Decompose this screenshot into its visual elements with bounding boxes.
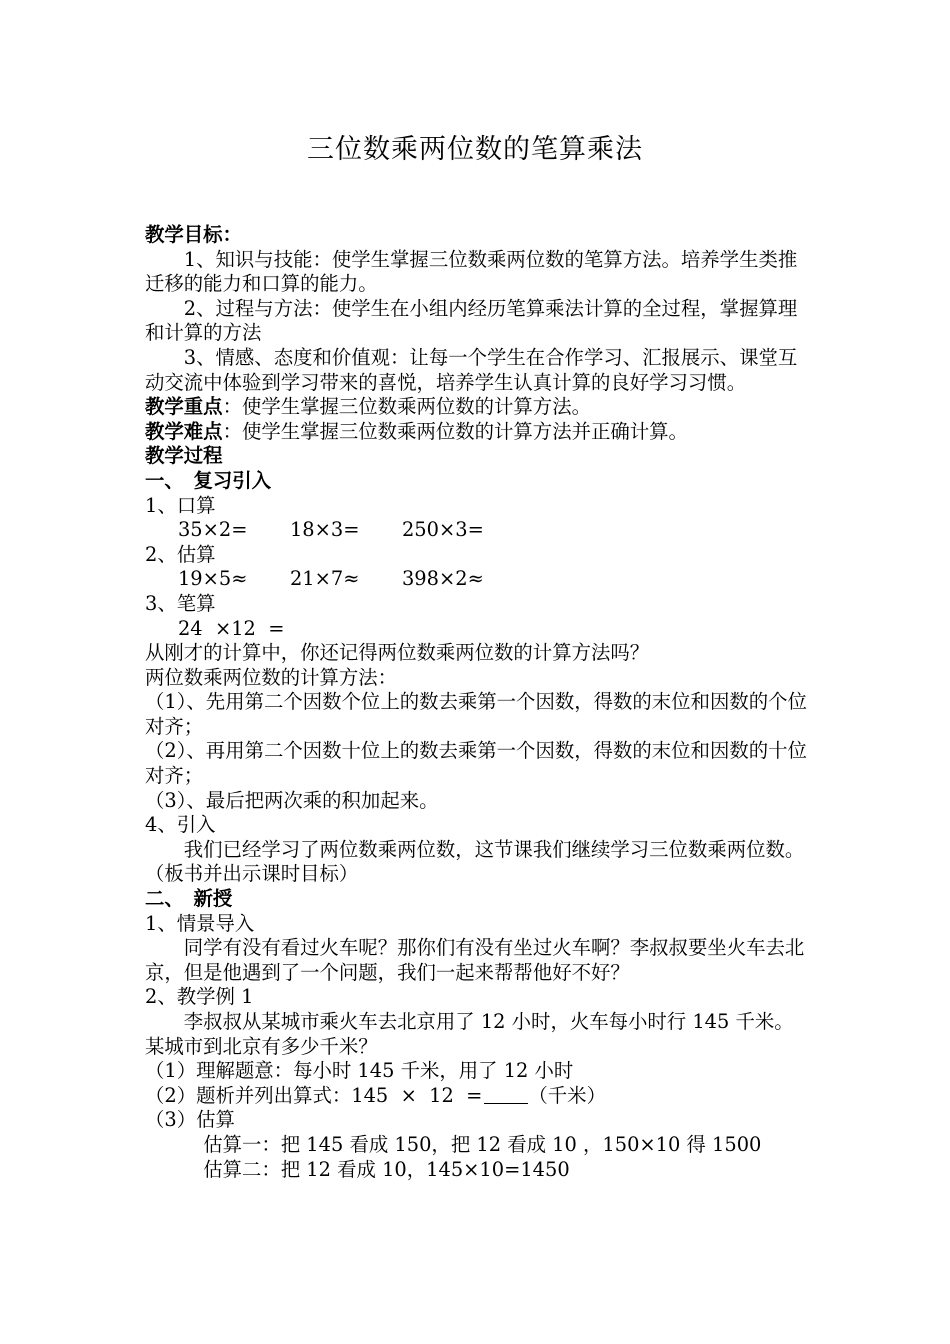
method-title: 两位数乘两位数的计算方法： xyxy=(145,665,398,689)
example-text: 李叔叔从某城市乘火车去北京用了 12 小时，火车每小时行 145 千米。某城市到北京有多少千米？ xyxy=(145,1010,794,1058)
key-point-text: ：使学生掌握三位数乘两位数的计算方法。 xyxy=(222,395,591,419)
oral-label: 1、口算 xyxy=(145,493,216,517)
scene-text: 同学有没有看过火车呢？那你们有没有坐过火车啊？李叔叔要坐火车去北京，但是他遇到了一个问题，我们一起来帮帮他好不好？ xyxy=(145,936,805,984)
method-step-1: （1）、先用第二个因数个位上的数去乘第一个因数，得数的末位和因数的个位对齐； xyxy=(145,690,807,738)
estimate-problem-1: 19×5≈ xyxy=(177,567,248,591)
estimate-method-2: 估算二：把 12 看成 10，145×10=1450 xyxy=(203,1157,570,1181)
understand-step: （1）理解题意：每小时 145 千米，用了 12 小时 xyxy=(145,1059,574,1083)
estimate-problem-2: 21×7≈ xyxy=(289,567,360,591)
scene-label: 1、情景导入 xyxy=(145,911,255,935)
key-point xyxy=(145,395,810,420)
method-step-3: （3）、最后把两次乘的积加起来。 xyxy=(145,788,439,812)
key-point-label: 教学重点 xyxy=(145,395,223,419)
section1-heading: 一、 复习引入 xyxy=(145,468,272,492)
objective-1: 1、知识与技能：使学生掌握三位数乘两位数的笔算方法。培养学生类推迁移的能力和口算的能力。 xyxy=(145,247,798,296)
document-body xyxy=(145,223,810,1182)
oral-problem-1: 35×2= xyxy=(177,518,248,542)
formula-suffix: （千米） xyxy=(528,1083,606,1107)
process-heading: 教学过程 xyxy=(145,444,223,468)
difficulty xyxy=(145,420,810,445)
estimate-problem-3: 398×2≈ xyxy=(401,567,484,591)
objective-2: 2、过程与方法：使学生在小组内经历笔算乘法计算的全过程，掌握算理和计算的方法 xyxy=(145,296,798,345)
oral-problem-3: 250×3= xyxy=(401,518,484,542)
oral-problem-2: 18×3= xyxy=(289,518,360,542)
written-problem: 24 ×12 = xyxy=(177,616,285,640)
answer-blank xyxy=(484,1085,528,1104)
intro-text: 我们已经学习了两位数乘两位数，这节课我们继续学习三位数乘两位数。（板书并出示课时目标） xyxy=(145,837,805,886)
difficulty-text: ：使学生掌握三位数乘两位数的计算方法并正确计算。 xyxy=(222,419,688,443)
estimate-problems xyxy=(145,567,810,592)
estimate-step-label: （3）估算 xyxy=(145,1108,235,1132)
review-question: 从刚才的计算中，你还记得两位数乘两位数的计算方法吗？ xyxy=(145,641,650,665)
written-label: 3、笔算 xyxy=(145,591,216,615)
formula-prefix: （2）题析并列出算式：145 × 12 = xyxy=(145,1083,483,1107)
section2-heading: 二、 新授 xyxy=(145,887,233,911)
page-title: 三位数乘两位数的笔算乘法 xyxy=(307,134,643,165)
difficulty-label: 教学难点 xyxy=(145,419,223,443)
estimate-method-1: 估算一：把 145 看成 150，把 12 看成 10 ，150×10 得 1500 xyxy=(203,1132,762,1156)
intro-label: 4、引入 xyxy=(145,813,216,837)
objective-3: 3、情感、态度和价值观：让每一个学生在合作学习、汇报展示、课堂互动交流中体验到学习带来的喜悦，培养学生认真计算的良好学习习惯。 xyxy=(145,345,798,394)
estimate-label: 2、估算 xyxy=(145,542,216,566)
formula-step xyxy=(145,1084,810,1109)
example-label: 2、教学例 1 xyxy=(145,985,254,1009)
objectives-heading: 教学目标： xyxy=(145,223,242,246)
method-step-2: （2）、再用第二个因数十位上的数去乘第一个因数，得数的末位和因数的十位对齐； xyxy=(145,739,807,788)
oral-problems xyxy=(145,518,810,543)
